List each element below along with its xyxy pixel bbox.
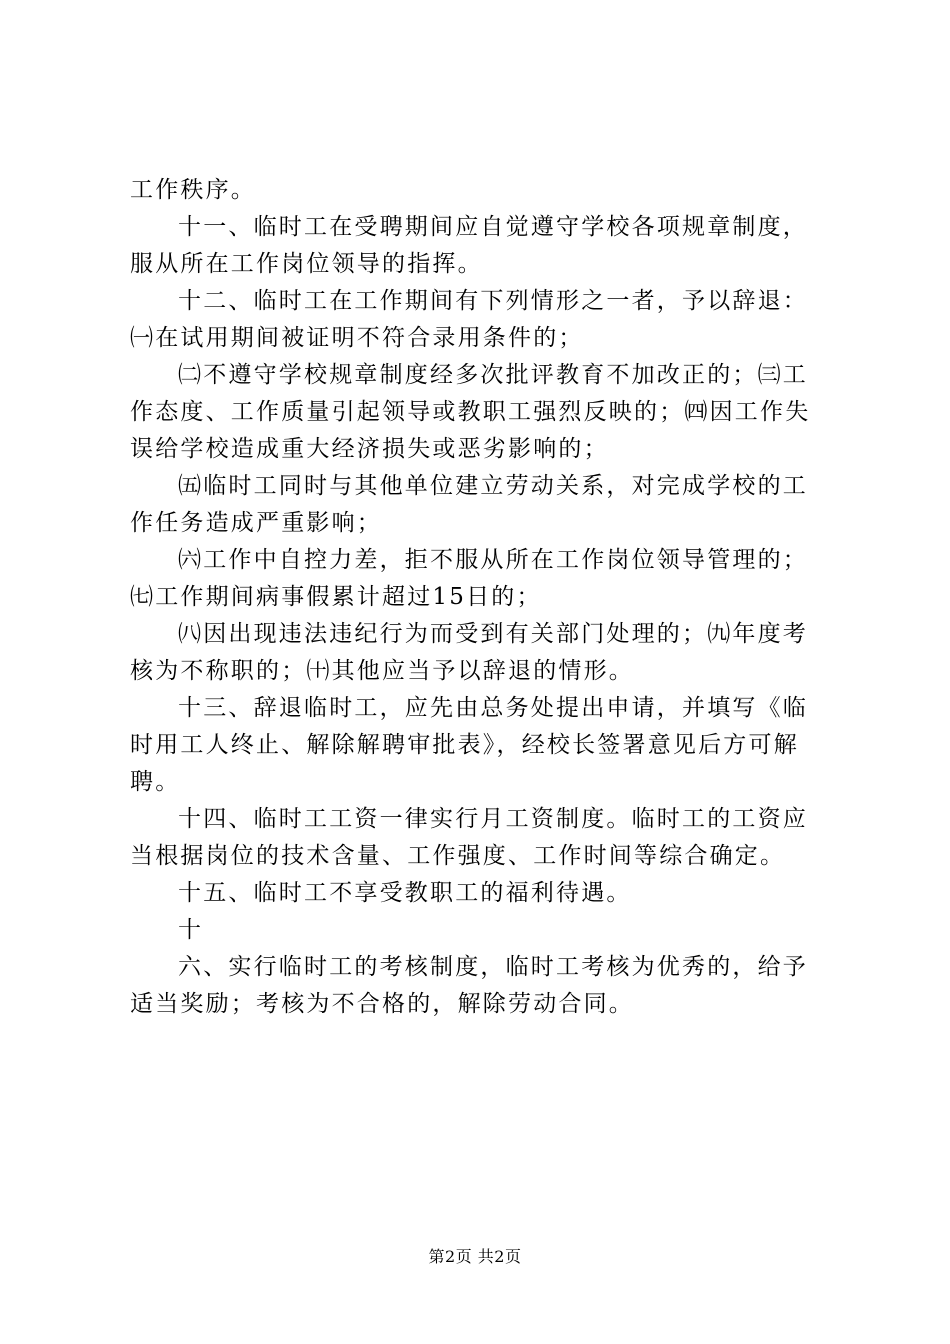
paragraph-item-2-4: ㈡不遵守学校规章制度经多次批评教育不加改正的；㈢工作态度、工作质量引起领导或教职工强烈反映的；㈣因工作失误给学校造成重大经济损失或恶劣影响的；	[130, 362, 811, 462]
paragraph-article-16: 六、实行临时工的考核制度，临时工考核为优秀的，给予适当奖励；考核为不合格的，解除劳动合同。	[130, 954, 808, 1017]
paragraph-article-11: 十一、临时工在受聘期间应自觉遵守学校各项规章制度，服从所在工作岗位领导的指挥。	[130, 214, 808, 277]
document-body	[130, 172, 830, 1023]
paragraph-article-13: 十三、辞退临时工，应先由总务处提出申请，并填写《临时用工人终止、解除解聘审批表》，经校长签署意见后方可解聘。	[130, 695, 808, 795]
paragraph-continuation: 工作秩序。	[130, 177, 256, 203]
paragraph-item-6-7: ㈥工作中自控力差，拒不服从所在工作岗位领导管理的；㈦工作期间病事假累计超过15日的；	[130, 547, 808, 610]
paragraph-item-8-10: ㈧因出现违法违纪行为而受到有关部门处理的；㈨年度考核为不称职的；㈩其他应当予以辞退的情形。	[130, 621, 808, 684]
paragraph-article-16-heading: 十	[178, 917, 204, 943]
paragraph-item-5: ㈤临时工同时与其他单位建立劳动关系，对完成学校的工作任务造成严重影响；	[130, 473, 808, 536]
paragraph-article-15: 十五、临时工不享受教职工的福利待遇。	[178, 880, 632, 906]
page-footer: 第2页 共2页	[428, 1247, 522, 1266]
paragraph-article-14: 十四、临时工工资一律实行月工资制度。临时工的工资应当根据岗位的技术含量、工作强度、工作时间等综合确定。	[130, 806, 808, 869]
paragraph-article-12: 十二、临时工在工作期间有下列情形之一者，予以辞退：㈠在试用期间被证明不符合录用条件的；	[130, 288, 808, 351]
